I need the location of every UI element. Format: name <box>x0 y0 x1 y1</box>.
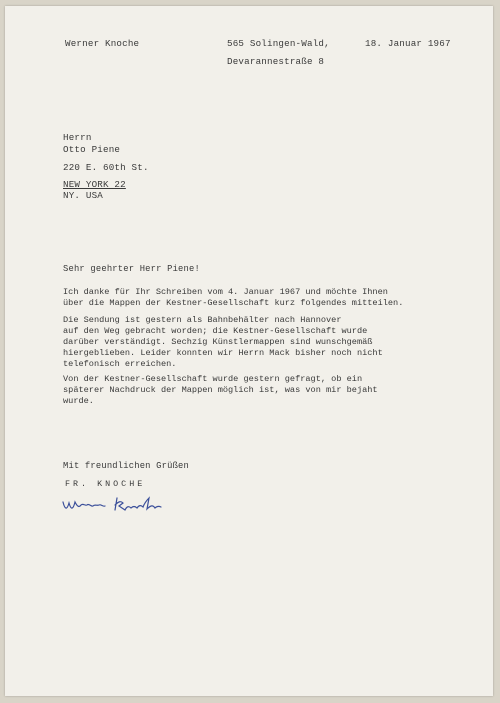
paragraph-1: Ich danke für Ihr Schreiben vom 4. Januar 1967 und möchte Ihnen über die Mappen der Kestner-Gesellschaft kurz folgendes mitteilen. <box>63 287 404 308</box>
paragraph-2: Die Sendung ist gestern als Bahnbehälter nach Hannover auf den Weg gebracht worden; die Kestner-Gesellschaft wurde darüber verständigt. Sechzig Künstlermappen sind wunschgemäß hiergeblieben. Leider konnten wir Herrn Mack bisher noch nicht telefonisch erreichen. <box>63 315 383 369</box>
sender-address-line2: Devarannestraße 8 <box>227 56 325 67</box>
letter-date: 18. Januar 1967 <box>365 38 451 49</box>
recipient-city: NEW YORK 22 <box>63 179 126 190</box>
closing: Mit freundlichen Grüßen <box>63 461 190 471</box>
recipient-country: NY. USA <box>63 190 103 201</box>
letter-page <box>5 6 493 696</box>
signatory-name: FR. KNOCHE <box>65 479 146 489</box>
handwritten-signature <box>61 494 181 516</box>
sender-name: Werner Knoche <box>65 38 140 49</box>
recipient-line1: Herrn <box>63 132 92 143</box>
sender-address-line1: 565 Solingen-Wald, <box>227 38 330 49</box>
paragraph-3: Von der Kestner-Gesellschaft wurde gestern gefragt, ob ein späterer Nachdruck der Mappen möglich ist, was von mir bejaht wurde. <box>63 374 378 406</box>
recipient-street: 220 E. 60th St. <box>63 162 149 173</box>
recipient-name: Otto Piene <box>63 144 121 155</box>
salutation: Sehr geehrter Herr Piene! <box>63 264 200 274</box>
